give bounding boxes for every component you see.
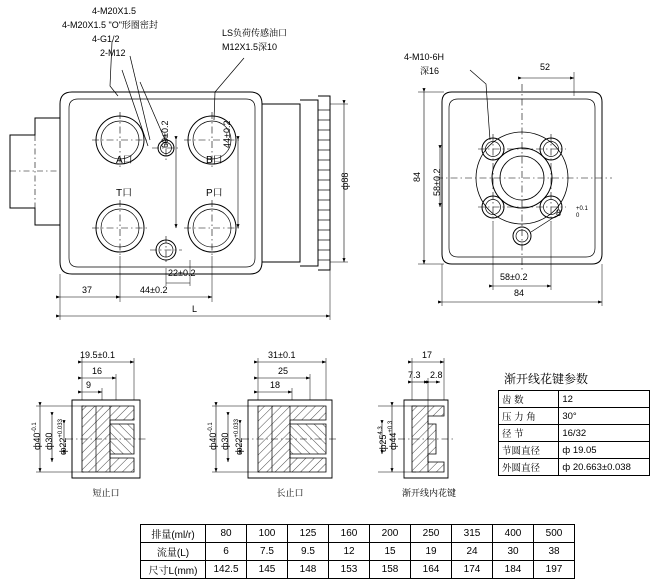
cell: 19 (411, 543, 452, 561)
row-header-flow: 流量(L) (141, 543, 206, 561)
port-label-p: P口 (206, 188, 223, 199)
sec2-dim-phi40: $ф40^{-0.1}$ (208, 422, 218, 450)
cell: 145 (247, 561, 288, 579)
spline-value-outer-dia: ф 20.663±0.038 (559, 459, 650, 476)
dim-22: 22±0.2 (168, 268, 196, 278)
spline-label-outer-dia: 外圆直径 (499, 459, 559, 476)
table-row-displacement (141, 525, 575, 543)
dim-58-horizontal: 58±0.2 (500, 272, 528, 282)
callout-4-m20x15: 4-M20X1.5 (92, 6, 137, 16)
spline-row (499, 408, 650, 425)
cell: 315 (452, 525, 493, 543)
dim-phi8-upper-tol: +0.1 (576, 206, 588, 212)
cell: 38 (534, 543, 575, 561)
table-row-length (141, 561, 575, 579)
callout-o-ring-seal: 4-M20X1.5 "O"形圈密封 (62, 20, 158, 30)
sec1-phi22-tol: +0.033 (58, 419, 64, 438)
spline-row (499, 459, 650, 476)
cell: 500 (534, 525, 575, 543)
sec1-dim-phi22: $ф22^{+0.033}$ (58, 419, 68, 455)
spline-label-teeth: 齿 数 (499, 391, 559, 408)
sec2-phi22-tol: +0.033 (234, 419, 240, 438)
port-label-a: A口 (116, 155, 133, 166)
dim-phi8-lower-tol: 0 (576, 213, 580, 219)
callout-depth-16: 深16 (420, 66, 440, 76)
sec3-dim-phi44: $ф44^{+0.3}$ (388, 420, 398, 450)
dim-58-vertical: 58±0.2 (432, 168, 442, 196)
cell: 142.5 (206, 561, 247, 579)
spline-parameter-table (498, 390, 650, 476)
sec2-dim-phi30: ф30 (220, 432, 230, 450)
dim-52: 52 (540, 62, 551, 72)
cell: 164 (411, 561, 452, 579)
dim-37: 37 (82, 285, 93, 295)
sec2-caption: 长止口 (276, 488, 304, 498)
sec3-dim-73: 7.3 (408, 370, 421, 380)
dim-84-horizontal: 84 (514, 288, 525, 298)
dim-84-vertical: 84 (412, 171, 422, 182)
cell: 24 (452, 543, 493, 561)
cell: 174 (452, 561, 493, 579)
cell: 153 (329, 561, 370, 579)
spline-value-pitch: 16/32 (559, 425, 650, 442)
callout-2-m12: 2-M12 (100, 48, 126, 58)
cell: 15 (370, 543, 411, 561)
sec1-dim-9: 9 (86, 380, 92, 390)
sec3-caption: 渐开线内花键 (401, 488, 456, 498)
cell: 100 (247, 525, 288, 543)
spline-table-title: 渐开线花键参数 (504, 372, 589, 386)
sec2-dim-25: 25 (278, 366, 289, 376)
spline-label-pitch: 径 节 (499, 425, 559, 442)
sec1-phi40-tol: -0.1 (32, 422, 38, 433)
cell: 148 (288, 561, 329, 579)
sec1-dim-195: 19.5±0.1 (80, 350, 115, 360)
port-label-b: B口 (206, 155, 223, 166)
cell: 125 (288, 525, 329, 543)
sec3-phi44-tol: +0.3 (388, 420, 394, 433)
sec3-dim-17: 17 (422, 350, 433, 360)
dim-L: L (192, 304, 198, 314)
sec1-caption: 短止口 (92, 488, 120, 498)
sec1-dim-phi30: ф30 (44, 432, 54, 450)
callout-4-g12: 4-G1/2 (92, 34, 120, 44)
cell: 80 (206, 525, 247, 543)
cell: 197 (534, 561, 575, 579)
spline-value-pitch-dia: ф 19.05 (559, 442, 650, 459)
sec2-dim-31: 31±0.1 (268, 350, 296, 360)
sec1-dim-phi40: $ф40^{-0.1}$ (32, 422, 42, 450)
sec2-dim-18: 18 (270, 380, 281, 390)
callout-ls-port: LS负荷传感油口 (222, 28, 288, 38)
spline-row (499, 442, 650, 459)
callout-ls-thread: M12X1.5深10 (222, 42, 278, 52)
cell: 30 (493, 543, 534, 561)
cell: 200 (370, 525, 411, 543)
spline-row (499, 425, 650, 442)
sec3-phi25-tol: 4.3 (378, 426, 384, 435)
cell: 184 (493, 561, 534, 579)
spline-label-pitch-dia: 节圆直径 (499, 442, 559, 459)
spline-row (499, 391, 650, 408)
dim-60: 60±0.2 (160, 120, 170, 148)
cell: 160 (329, 525, 370, 543)
row-header-length: 尺寸L(mm) (141, 561, 206, 579)
spline-value-teeth: 12 (559, 391, 650, 408)
callout-4-m10-6h: 4-M10-6H (404, 52, 445, 62)
cell: 9.5 (288, 543, 329, 561)
row-header-displacement: 排量(ml/r) (141, 525, 206, 543)
spline-value-pressure-angle: 30° (559, 408, 650, 425)
sec1-dim-16: 16 (92, 366, 103, 376)
cell: 250 (411, 525, 452, 543)
dim-44-vertical: 44±0.2 (222, 120, 232, 148)
dim-44-horizontal: 44±0.2 (140, 285, 168, 295)
sec3-dim-phi25: $ф25^{4.3}$ (378, 426, 388, 452)
sec2-phi40-tol: -0.1 (208, 422, 214, 433)
cell: 12 (329, 543, 370, 561)
port-label-t: T口 (116, 188, 133, 199)
table-row-flow (141, 543, 575, 561)
dim-phi88: ф88 (340, 172, 350, 190)
dim-phi8: 8 (556, 208, 562, 218)
spline-label-pressure-angle: 压 力 角 (499, 408, 559, 425)
cell: 7.5 (247, 543, 288, 561)
displacement-table (140, 524, 575, 579)
sec3-dim-28: 2.8 (430, 370, 443, 380)
cell: 6 (206, 543, 247, 561)
sec2-dim-phi22: $ф22^{+0.033}$ (234, 419, 244, 455)
cell: 400 (493, 525, 534, 543)
cell: 158 (370, 561, 411, 579)
